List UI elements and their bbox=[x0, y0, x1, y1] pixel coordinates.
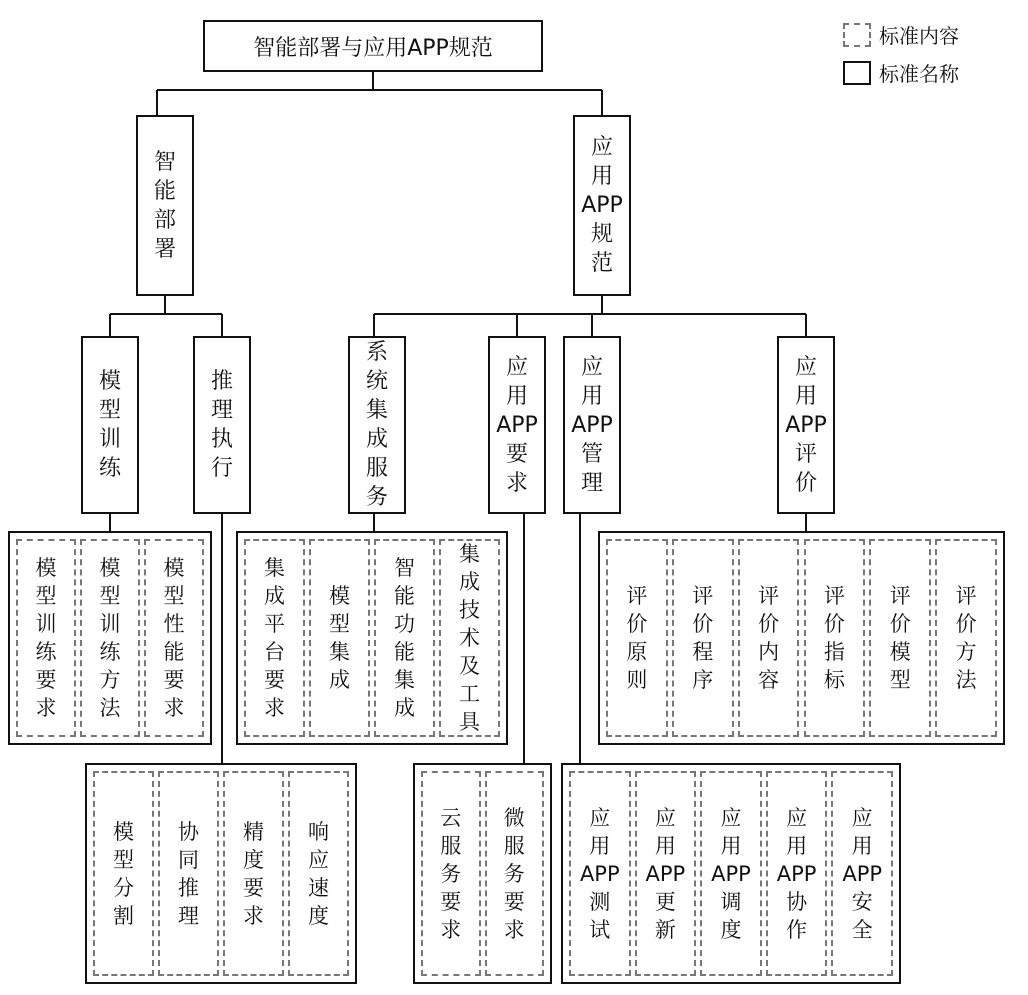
content-box-system-integration-2 bbox=[309, 539, 370, 737]
node-app-management-label: 应 用 APP 管 理 bbox=[571, 354, 613, 496]
content-label: 评 价 指 标 bbox=[823, 584, 845, 692]
node-system-integration bbox=[348, 336, 406, 514]
node-app-management bbox=[563, 336, 621, 514]
content-box-inference-2 bbox=[158, 771, 219, 976]
group-inference bbox=[85, 763, 357, 984]
content-box-inference-4 bbox=[288, 771, 349, 976]
content-box-inference-1 bbox=[93, 771, 154, 976]
content-box-model-training-3 bbox=[144, 539, 204, 737]
content-label: 集 成 技 术 及 工 具 bbox=[459, 542, 480, 734]
content-label: 智 能 功 能 集 成 bbox=[394, 556, 415, 720]
content-box-model-training-2 bbox=[80, 539, 140, 737]
root-node bbox=[203, 20, 543, 72]
node-model-training-label: 模 型 训 练 bbox=[98, 369, 121, 481]
content-label: 模 型 训 练 方 法 bbox=[99, 556, 121, 720]
group-model-training bbox=[8, 531, 212, 745]
node-inference-label: 推 理 执 行 bbox=[210, 369, 233, 481]
content-label: 应 用 APP 协 作 bbox=[776, 805, 817, 942]
dashed-box-icon bbox=[843, 23, 871, 47]
content-box-app-requirements-1 bbox=[421, 771, 481, 976]
node-system-integration-label: 系 统 集 成 服 务 bbox=[365, 340, 388, 510]
content-box-system-integration-1 bbox=[244, 539, 305, 737]
content-label: 微 服 务 要 求 bbox=[503, 805, 525, 942]
node-model-training bbox=[81, 336, 139, 514]
node-app-evaluation bbox=[777, 336, 835, 514]
content-label: 评 价 内 容 bbox=[758, 584, 780, 692]
branch-deploy bbox=[136, 115, 194, 296]
node-app-requirements-label: 应 用 APP 要 求 bbox=[496, 354, 538, 496]
branch-app-label: 应 用 APP 规 范 bbox=[581, 135, 623, 276]
content-box-app-requirements-2 bbox=[485, 771, 545, 976]
content-box-app-evaluation-2 bbox=[672, 539, 734, 737]
content-label: 响 应 速 度 bbox=[308, 819, 329, 928]
content-box-app-management-4 bbox=[766, 771, 828, 976]
content-label: 应 用 APP 测 试 bbox=[579, 805, 620, 942]
group-app-requirements bbox=[413, 763, 552, 984]
content-box-app-management-1 bbox=[569, 771, 631, 976]
content-label: 应 用 APP 更 新 bbox=[645, 805, 686, 942]
group-system-integration bbox=[236, 531, 508, 745]
content-label: 评 价 模 型 bbox=[889, 584, 911, 692]
content-box-app-evaluation-6 bbox=[935, 539, 997, 737]
group-app-evaluation bbox=[598, 531, 1005, 745]
content-label: 协 同 推 理 bbox=[178, 819, 199, 928]
content-box-inference-3 bbox=[223, 771, 284, 976]
content-label: 云 服 务 要 求 bbox=[440, 805, 462, 942]
node-app-evaluation-label: 应 用 APP 评 价 bbox=[785, 354, 827, 496]
content-label: 评 价 方 法 bbox=[955, 584, 977, 692]
content-label: 应 用 APP 调 度 bbox=[711, 805, 751, 942]
content-box-app-evaluation-1 bbox=[606, 539, 668, 737]
content-box-system-integration-3 bbox=[374, 539, 435, 737]
content-label: 模 型 集 成 bbox=[329, 584, 350, 692]
content-box-app-management-5 bbox=[831, 771, 893, 976]
content-box-app-management-2 bbox=[635, 771, 697, 976]
root-label: 智能部署与应用APP规范 bbox=[253, 35, 493, 61]
content-box-app-evaluation-5 bbox=[869, 539, 931, 737]
content-box-app-evaluation-3 bbox=[738, 539, 800, 737]
legend-name bbox=[843, 58, 959, 87]
content-box-model-training-1 bbox=[16, 539, 76, 737]
branch-app bbox=[573, 115, 631, 296]
content-box-app-management-3 bbox=[700, 771, 762, 976]
content-label: 模 型 训 练 要 求 bbox=[35, 556, 57, 720]
group-app-management bbox=[561, 763, 901, 984]
branch-deploy-label: 智 能 部 署 bbox=[153, 149, 176, 262]
content-box-app-evaluation-4 bbox=[804, 539, 866, 737]
content-label: 评 价 程 序 bbox=[692, 584, 714, 692]
content-label: 应 用 APP 安 全 bbox=[842, 805, 883, 942]
legend-name-label: 标准名称 bbox=[879, 62, 959, 86]
content-box-system-integration-4 bbox=[439, 539, 500, 737]
content-label: 精 度 要 求 bbox=[243, 819, 264, 928]
solid-box-icon bbox=[843, 61, 871, 85]
legend-content-label: 标准内容 bbox=[879, 24, 959, 48]
content-label: 模 型 分 割 bbox=[113, 819, 134, 928]
legend-content bbox=[843, 20, 959, 49]
content-label: 评 价 原 则 bbox=[626, 584, 648, 692]
node-app-requirements bbox=[488, 336, 546, 514]
node-inference bbox=[193, 336, 251, 514]
content-label: 模 型 性 能 要 求 bbox=[163, 556, 185, 720]
content-label: 集 成 平 台 要 求 bbox=[264, 556, 285, 720]
